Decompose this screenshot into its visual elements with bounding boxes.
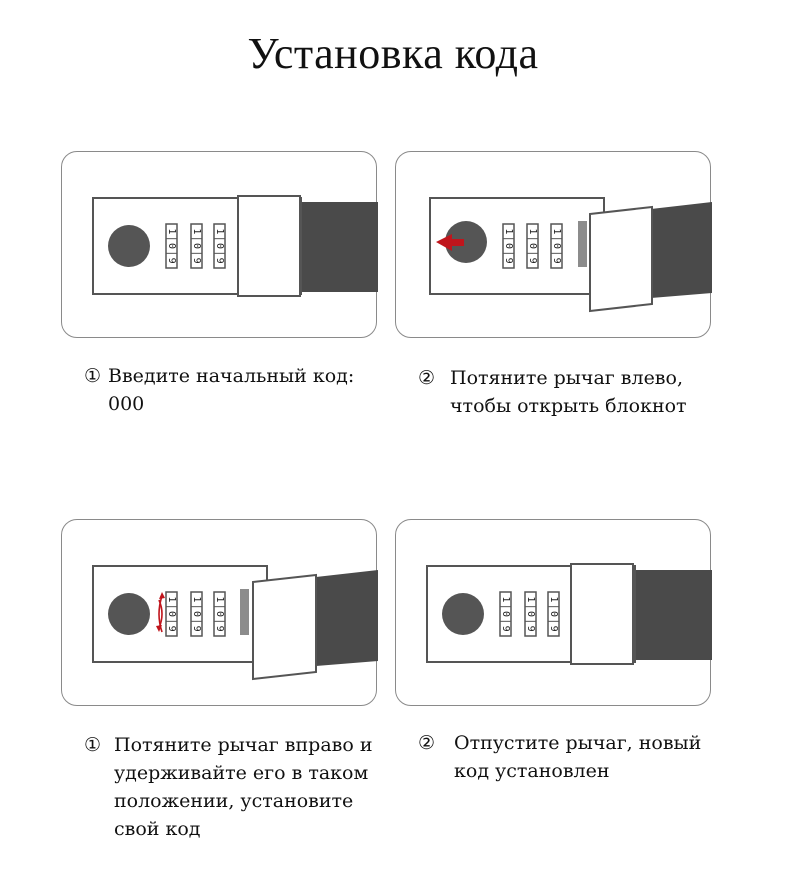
strap xyxy=(633,570,712,660)
slider xyxy=(238,196,300,296)
dial-icon xyxy=(442,593,484,635)
caption-line: Введите начальный код: xyxy=(108,365,355,387)
step-number: ② xyxy=(418,367,436,389)
wheel-digit: 0 xyxy=(214,610,225,618)
caption-line: Потяните рычаг вправо и xyxy=(114,734,373,756)
wheel-digit: 9 xyxy=(214,625,225,632)
lock-drawing-4 xyxy=(396,520,712,707)
wheel-digit: 9 xyxy=(503,257,514,264)
lock-drawing-3 xyxy=(62,520,378,707)
code-wheel xyxy=(551,224,562,268)
wheel-digit: 1 xyxy=(548,596,559,603)
slider xyxy=(253,575,316,679)
wheel-digit: 0 xyxy=(503,242,514,250)
caption-line: свой код xyxy=(114,818,201,840)
step-caption-2 xyxy=(418,364,687,420)
dial-icon xyxy=(108,593,150,635)
wheel-digit: 1 xyxy=(500,596,511,603)
page-title: Установка кода xyxy=(247,29,539,78)
step-number: ① xyxy=(84,734,102,756)
caption-line: положении, установите xyxy=(114,790,354,812)
wheel-digit: 9 xyxy=(214,257,225,264)
wheel-digit: 0 xyxy=(166,610,177,618)
wheel-digit: 9 xyxy=(551,257,562,264)
wheel-digit: 0 xyxy=(166,242,177,250)
wheel-digit: 0 xyxy=(525,610,536,618)
wheel-digit: 0 xyxy=(191,610,202,618)
wheel-digit: 1 xyxy=(191,228,202,235)
wheel-digit: 0 xyxy=(500,610,511,618)
wheel-digit: 9 xyxy=(500,625,511,632)
wheel-digit: 9 xyxy=(191,625,202,632)
wheel-digit: 1 xyxy=(166,596,177,603)
wheel-digit: 1 xyxy=(214,228,225,235)
code-wheel xyxy=(191,592,202,636)
caption-line: код установлен xyxy=(454,760,610,782)
code-wheel xyxy=(525,592,536,636)
code-wheel xyxy=(214,592,225,636)
code-wheel xyxy=(548,592,559,636)
strap xyxy=(316,570,378,666)
code-wheel xyxy=(214,224,225,268)
wheel-digit: 1 xyxy=(214,596,225,603)
wheel-digit: 9 xyxy=(166,625,177,632)
wheel-digit: 0 xyxy=(527,242,538,250)
caption-line: 000 xyxy=(108,393,145,415)
wheel-digit: 1 xyxy=(503,228,514,235)
wheel-digit: 1 xyxy=(551,228,562,235)
slider xyxy=(571,564,633,664)
lock-illustration-1 xyxy=(61,151,377,338)
lever xyxy=(578,221,587,267)
wheel-digit: 0 xyxy=(191,242,202,250)
wheel-digit: 9 xyxy=(191,257,202,264)
wheel-digit: 9 xyxy=(527,257,538,264)
caption-line: Потяните рычаг влево, xyxy=(450,367,683,389)
strap xyxy=(300,202,378,292)
lock-illustration-4 xyxy=(395,519,711,706)
lock-illustration-3 xyxy=(61,519,377,706)
strap xyxy=(651,202,712,298)
wheel-digit: 0 xyxy=(548,610,559,618)
lock-drawing-1 xyxy=(62,152,378,339)
caption-line: Отпустите рычаг, новый xyxy=(454,732,702,754)
code-wheel xyxy=(191,224,202,268)
step-number: ① xyxy=(84,365,102,387)
wheel-digit: 1 xyxy=(191,596,202,603)
step-number: ② xyxy=(418,732,436,754)
code-wheel xyxy=(166,224,177,268)
lock-drawing-2 xyxy=(396,152,712,339)
wheel-digit: 1 xyxy=(166,228,177,235)
code-wheel xyxy=(503,224,514,268)
wheel-digit: 1 xyxy=(527,228,538,235)
step-caption-4 xyxy=(418,729,701,785)
step-caption-3 xyxy=(84,731,373,843)
lock-illustration-2 xyxy=(395,151,711,338)
wheel-digit: 1 xyxy=(525,596,536,603)
code-wheel xyxy=(166,592,177,636)
wheel-digit: 9 xyxy=(548,625,559,632)
caption-line: удерживайте его в таком xyxy=(114,762,369,784)
caption-line: чтобы открыть блокнот xyxy=(450,395,687,417)
step-caption-1 xyxy=(84,362,354,418)
wheel-digit: 9 xyxy=(525,625,536,632)
wheel-digit: 9 xyxy=(166,257,177,264)
code-wheel xyxy=(527,224,538,268)
slider xyxy=(590,207,652,311)
lever xyxy=(240,589,249,635)
wheel-digit: 0 xyxy=(551,242,562,250)
dial-icon xyxy=(108,225,150,267)
wheel-digit: 0 xyxy=(214,242,225,250)
code-wheel xyxy=(500,592,511,636)
